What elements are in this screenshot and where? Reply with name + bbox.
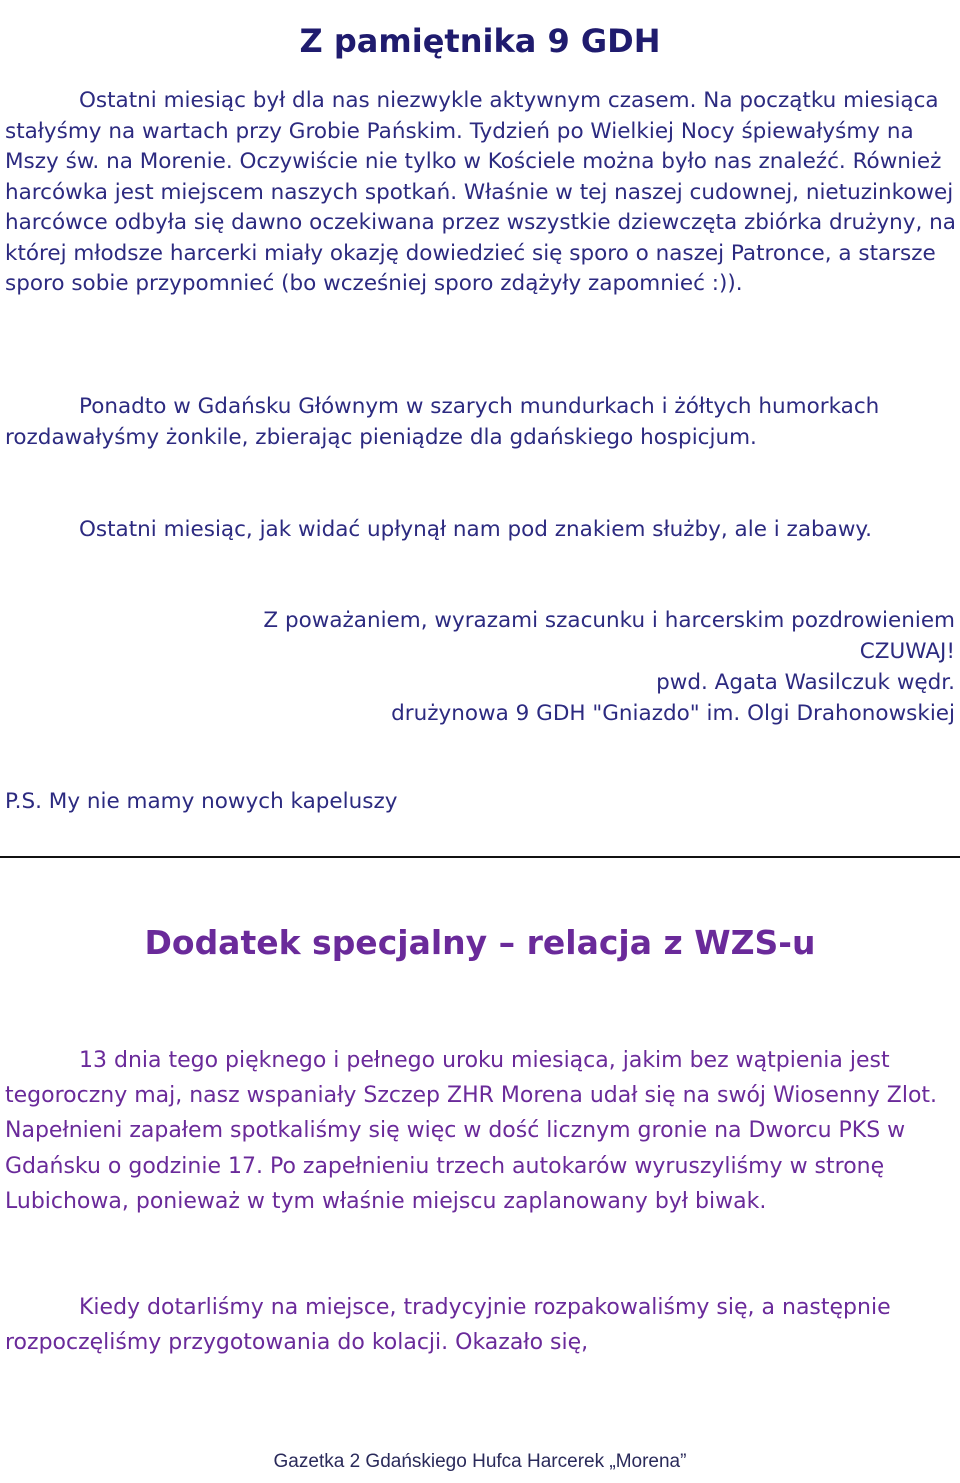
special-paragraph-2: Kiedy dotarliśmy na miejsce, tradycyjnie rozpakowaliśmy się, a następnie rozpoczęliśmy przygotowania do kolacji. Okazało się,: [5, 1295, 891, 1356]
signature-greeting: Z poważaniem, wyrazami szacunku i harcerskim pozdrowieniem: [263, 608, 955, 633]
special-paragraph-2-block: [5, 1290, 957, 1360]
signature-block: [263, 605, 955, 729]
signature-author: pwd. Agata Wasilczuk wędr.: [656, 670, 955, 695]
page-footer: Gazetka 2 Gdańskiego Hufca Harcerek „Morena”: [273, 1451, 687, 1472]
diary-paragraph-3-block: [5, 515, 957, 546]
postscript: P.S. My nie mamy nowych kapeluszy: [5, 789, 398, 814]
special-title: Dodatek specjalny – relacja z WZS-u: [144, 923, 816, 962]
diary-paragraph-1-block: [5, 86, 957, 300]
diary-title: Z pamiętnika 9 GDH: [299, 22, 661, 60]
special-paragraph-1: 13 dnia tego pięknego i pełnego uroku miesiąca, jakim bez wątpienia jest tegoroczny maj, nasz wspaniały Szczep ZHR Morena udał się na swój Wiosenny Zlot. Napełnieni zapałem spotkaliśmy się więc w dość licznym gronie na Dworcu PKS w Gdańsku o godzinie 17. Po zapełnieniu trzech autokarów wyruszyliśmy w stronę Lubichowa, ponieważ w tym właśnie miejscu zaplanowany był biwak.: [5, 1048, 938, 1214]
diary-paragraph-1: Ostatni miesiąc był dla nas niezwykle aktywnym czasem. Na początku miesiąca stałyśmy na wartach przy Grobie Pańskim. Tydzień po Wielkiej Nocy śpiewałyśmy na Mszy św. na Morenie. Oczywiście nie tylko w Kościele można było nas znaleźć. Również harcówka jest miejscem naszych spotkań. Właśnie w tej naszej cudownej, nietuzinkowej harcówce odbyła się dawno oczekiwana przez wszystkie dziewczęta zbiórka drużyny, na której młodsze harcerki miały okazję dowiedzieć się sporo o naszej Patronce, a starsze sporo sobie przypomnieć (bo wcześniej sporo zdążyły zapomnieć :)).: [5, 88, 956, 296]
signature-role: drużynowa 9 GDH "Gniazdo" im. Olgi Drahonowskiej: [391, 701, 955, 726]
special-paragraph-1-block: [5, 1043, 957, 1219]
diary-paragraph-2-block: [5, 392, 957, 453]
diary-paragraph-2: Ponadto w Gdańsku Głównym w szarych mundurkach i żółtych humorkach rozdawałyśmy żonkile, zbierając pieniądze dla gdańskiego hospicjum.: [5, 394, 880, 450]
diary-paragraph-3: Ostatni miesiąc, jak widać upłynął nam pod znakiem służby, ale i zabawy.: [79, 517, 872, 542]
signature-czuwaj: CZUWAJ!: [859, 639, 955, 664]
section-divider: [0, 856, 960, 858]
